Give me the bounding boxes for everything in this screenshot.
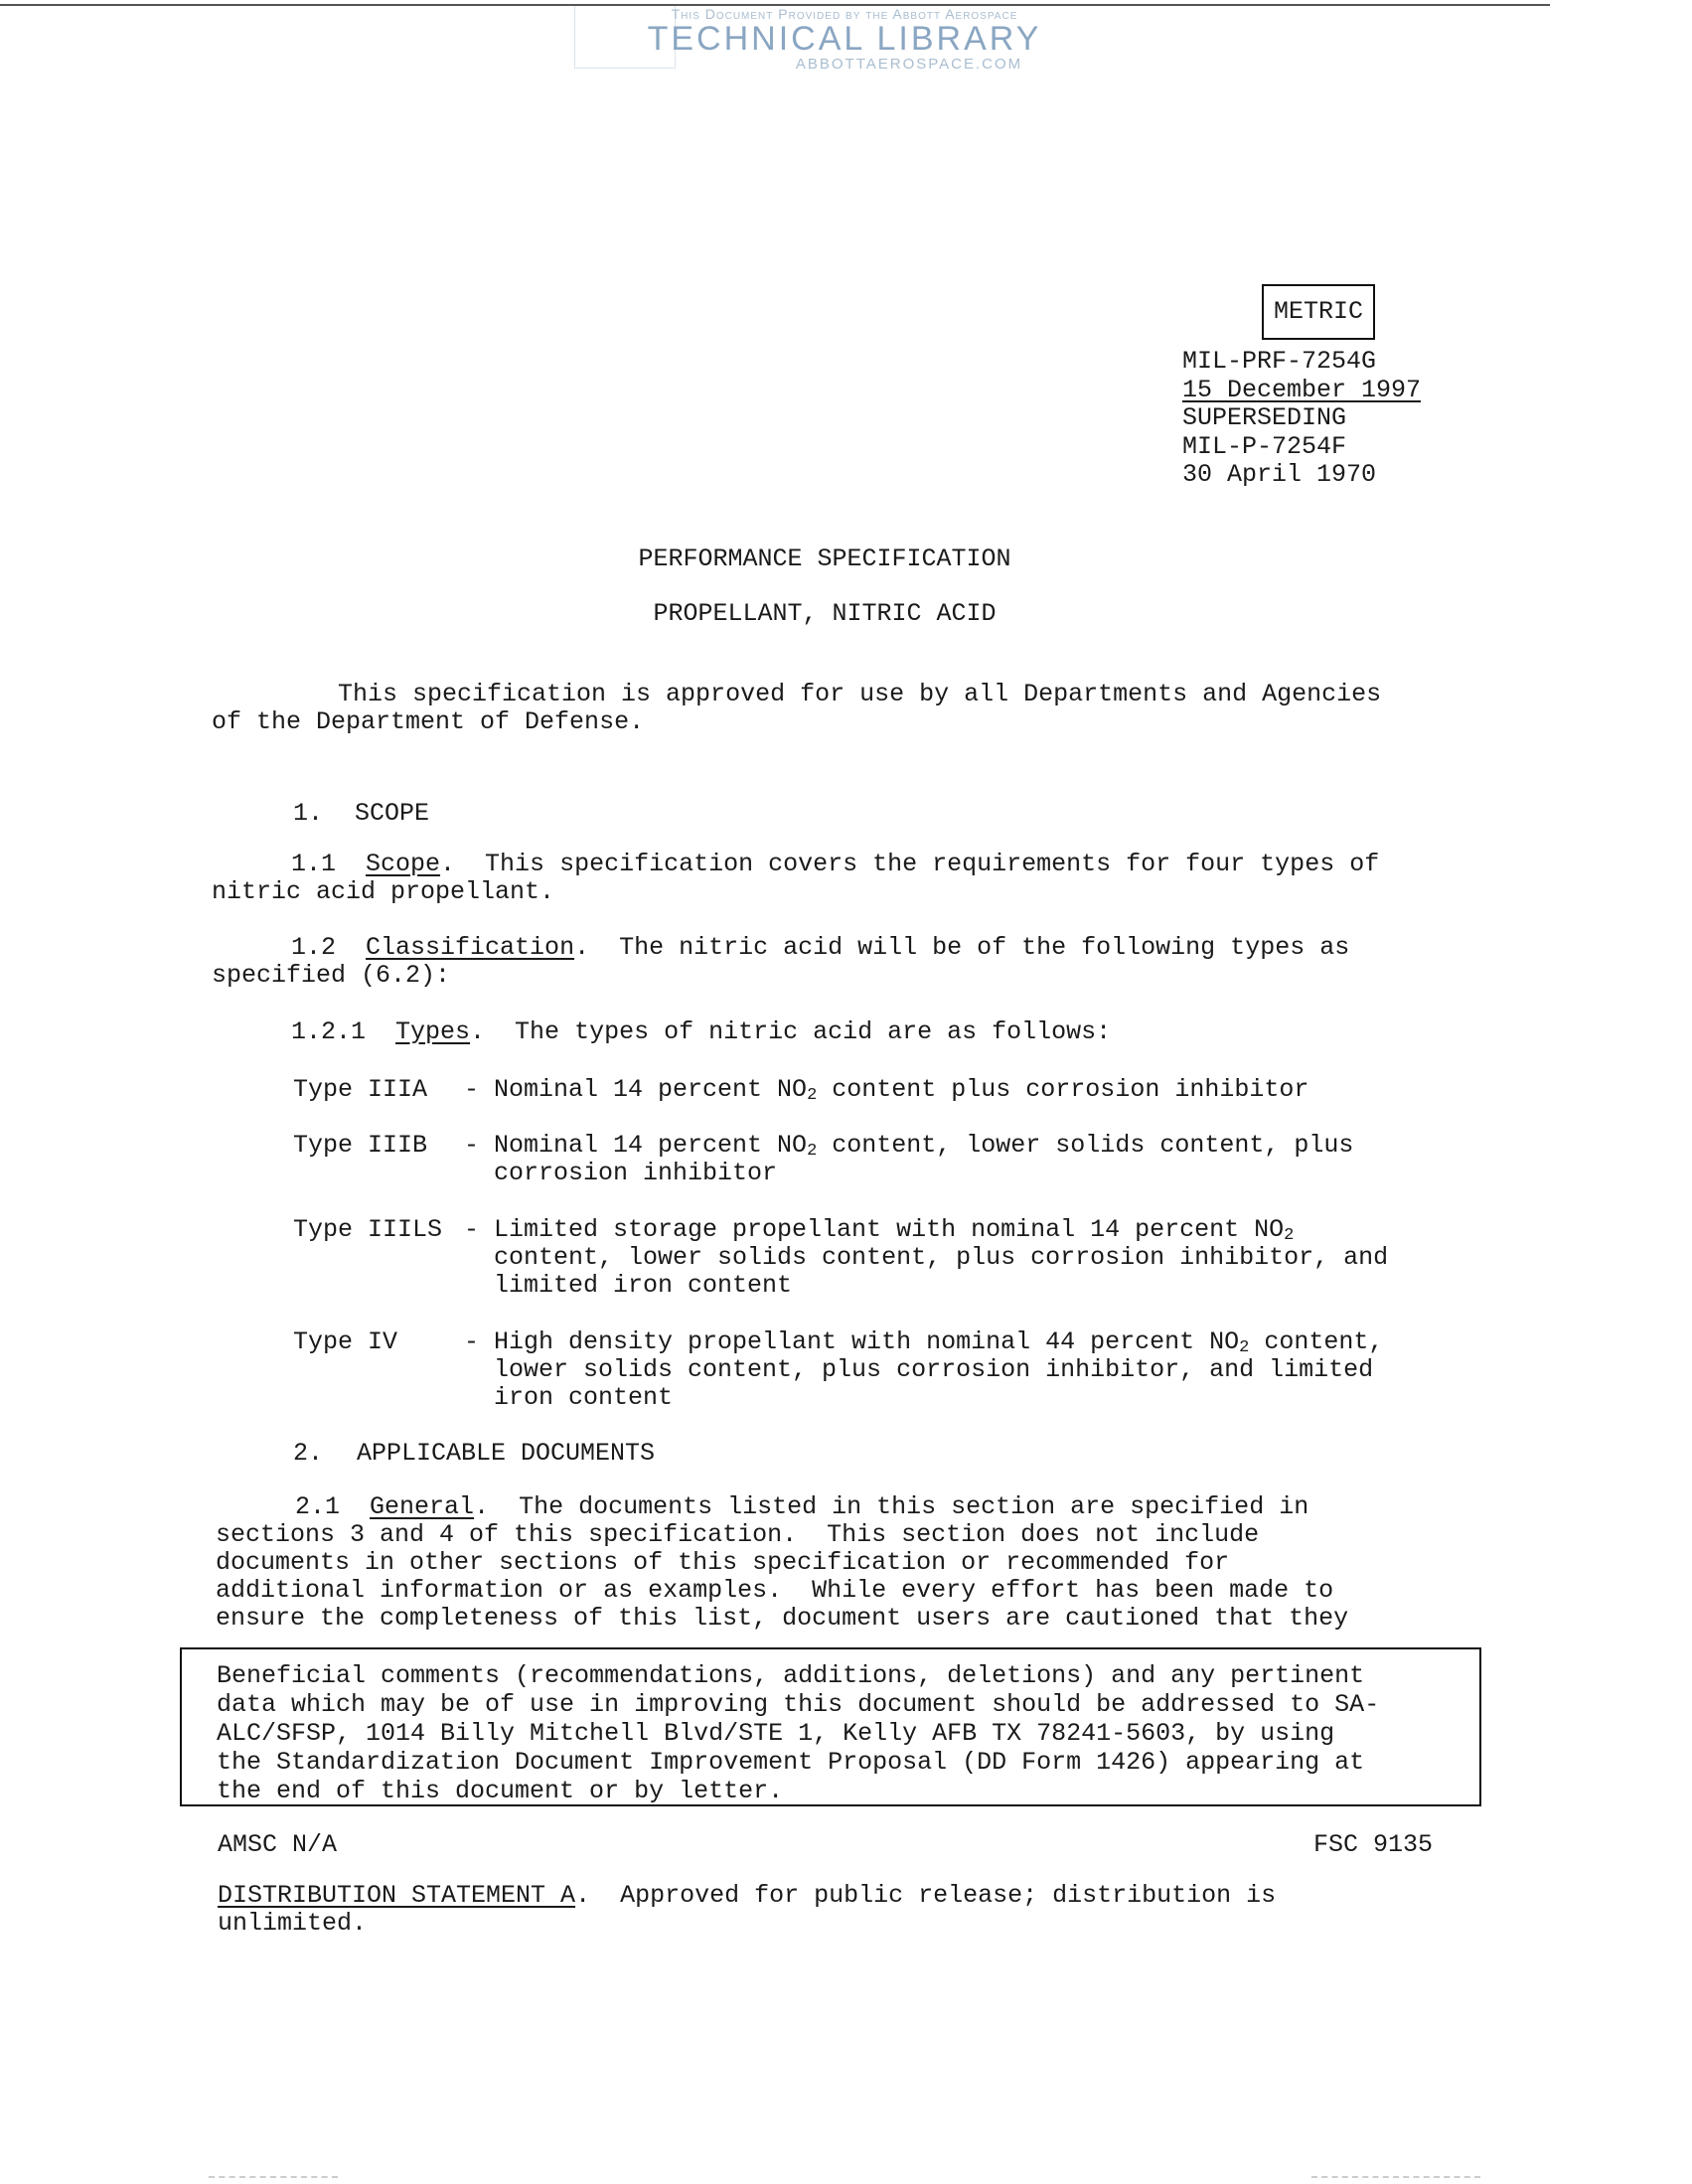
metric-box: METRIC <box>1262 284 1375 340</box>
s11-number: 1.1 <box>291 850 337 878</box>
s21-line4: additional information or as examples. While every effort has been made to <box>216 1576 1334 1605</box>
type-dash: - <box>464 1131 480 1160</box>
document-header-block <box>1182 348 1421 490</box>
section1-number: 1. <box>293 799 324 828</box>
s21-line1: . The documents listed in this section are specified in <box>474 1492 1309 1521</box>
footer-dash-right <box>1311 2176 1480 2178</box>
superseded-number: MIL-P-7254F <box>1182 431 1347 461</box>
section2-heading: APPLICABLE DOCUMENTS <box>357 1439 656 1468</box>
comments-line3: ALC/SFSP, 1014 Billy Mitchell Blvd/STE 1, Kelly AFB TX 78241-5603, by using <box>217 1719 1335 1748</box>
type-description: High density propellant with nominal 44 percent $NO_2$ content, lower solids content, plus corrosion inhibitor, and limited iron content <box>494 1327 1384 1412</box>
amsc-label: AMSC N/A <box>218 1830 338 1859</box>
s12-title: Classification <box>366 933 575 962</box>
comments-box <box>180 1647 1481 1806</box>
type-description: Limited storage propellant with nominal 14 percent $NO_2$ content, lower solids content, plus corrosion inhibitor, and limited iron content <box>494 1215 1389 1300</box>
section-1-2-1 <box>291 1018 1111 1046</box>
type-dash: - <box>464 1215 480 1244</box>
s11-line2: nitric acid propellant. <box>212 877 555 906</box>
comments-line5: the end of this document or by letter. <box>217 1777 784 1805</box>
s21-line2: sections 3 and 4 of this specification. This section does not include <box>216 1520 1260 1549</box>
type-label: Type IIILS <box>293 1215 443 1244</box>
doc-date: 15 December 1997 <box>1182 375 1422 404</box>
approval-paragraph <box>212 681 1381 736</box>
s21-title: General <box>370 1492 475 1521</box>
watermark-line1: This Document Provided by the Abbott Aerospace <box>671 6 1018 22</box>
type-label: Type IIIB <box>293 1131 428 1160</box>
doc-number: MIL-PRF-7254G <box>1182 347 1377 376</box>
superseded-date: 30 April 1970 <box>1182 460 1377 489</box>
s12-line2: specified (6.2): <box>212 961 451 990</box>
s12-number: 1.2 <box>291 933 337 962</box>
comments-line4: the Standardization Document Improvement Proposal (DD Form 1426) appearing at <box>217 1748 1365 1777</box>
s121-title: Types <box>395 1017 471 1046</box>
s11-line1: . This specification covers the requirements for four types of <box>440 850 1380 878</box>
fsc-label: FSC 9135 <box>1313 1830 1434 1859</box>
type-label: Type IIIA <box>293 1075 428 1104</box>
approval-line1: This specification is approved for use by all Departments and Agencies <box>338 680 1382 708</box>
section-1-2 <box>212 934 1349 990</box>
section-1-1 <box>212 851 1379 906</box>
comments-line1: Beneficial comments (recommendations, additions, deletions) and any pertinent <box>217 1661 1365 1690</box>
comments-line2: data which may be of use in improving this document should be addressed to SA- <box>217 1690 1380 1719</box>
distribution-line1: . Approved for public release; distribution is <box>575 1881 1277 1910</box>
footer-dash-left <box>209 2176 338 2178</box>
s11-title: Scope <box>366 850 441 878</box>
s12-line1: . The nitric acid will be of the following types as <box>574 933 1350 962</box>
s121-number: 1.2.1 <box>291 1017 367 1046</box>
s21-line3: documents in other sections of this specification or recommended for <box>216 1548 1230 1577</box>
type-description: Nominal 14 percent $NO_2$ content, lower solids content, plus corrosion inhibitor <box>494 1131 1354 1187</box>
spec-subject-title: PROPELLANT, NITRIC ACID <box>653 599 997 628</box>
approval-line2: of the Department of Defense. <box>212 707 645 736</box>
s121-line1: . The types of nitric acid are as follows: <box>470 1017 1112 1046</box>
section-2-1 <box>216 1493 1348 1633</box>
type-description: Nominal 14 percent $NO_2$ content plus corrosion inhibitor <box>494 1075 1309 1105</box>
spec-type-title: PERFORMANCE SPECIFICATION <box>638 545 1011 573</box>
type-dash: - <box>464 1327 480 1356</box>
watermark <box>566 6 1123 73</box>
watermark-title: TECHNICAL LIBRARY <box>647 20 1042 58</box>
type-label: Type IV <box>293 1327 398 1356</box>
superseding-label: SUPERSEDING <box>1182 403 1347 432</box>
distribution-line2: unlimited. <box>218 1909 368 1938</box>
watermark-url: ABBOTTAEROSPACE.COM <box>795 56 1023 73</box>
section1-heading: SCOPE <box>355 799 430 828</box>
s21-number: 2.1 <box>295 1492 341 1521</box>
distribution-statement <box>218 1882 1276 1938</box>
s21-line5: ensure the completeness of this list, document users are cautioned that they <box>216 1604 1349 1633</box>
section2-number: 2. <box>293 1439 324 1468</box>
type-dash: - <box>464 1075 480 1104</box>
distribution-title: DISTRIBUTION STATEMENT A <box>218 1881 576 1910</box>
